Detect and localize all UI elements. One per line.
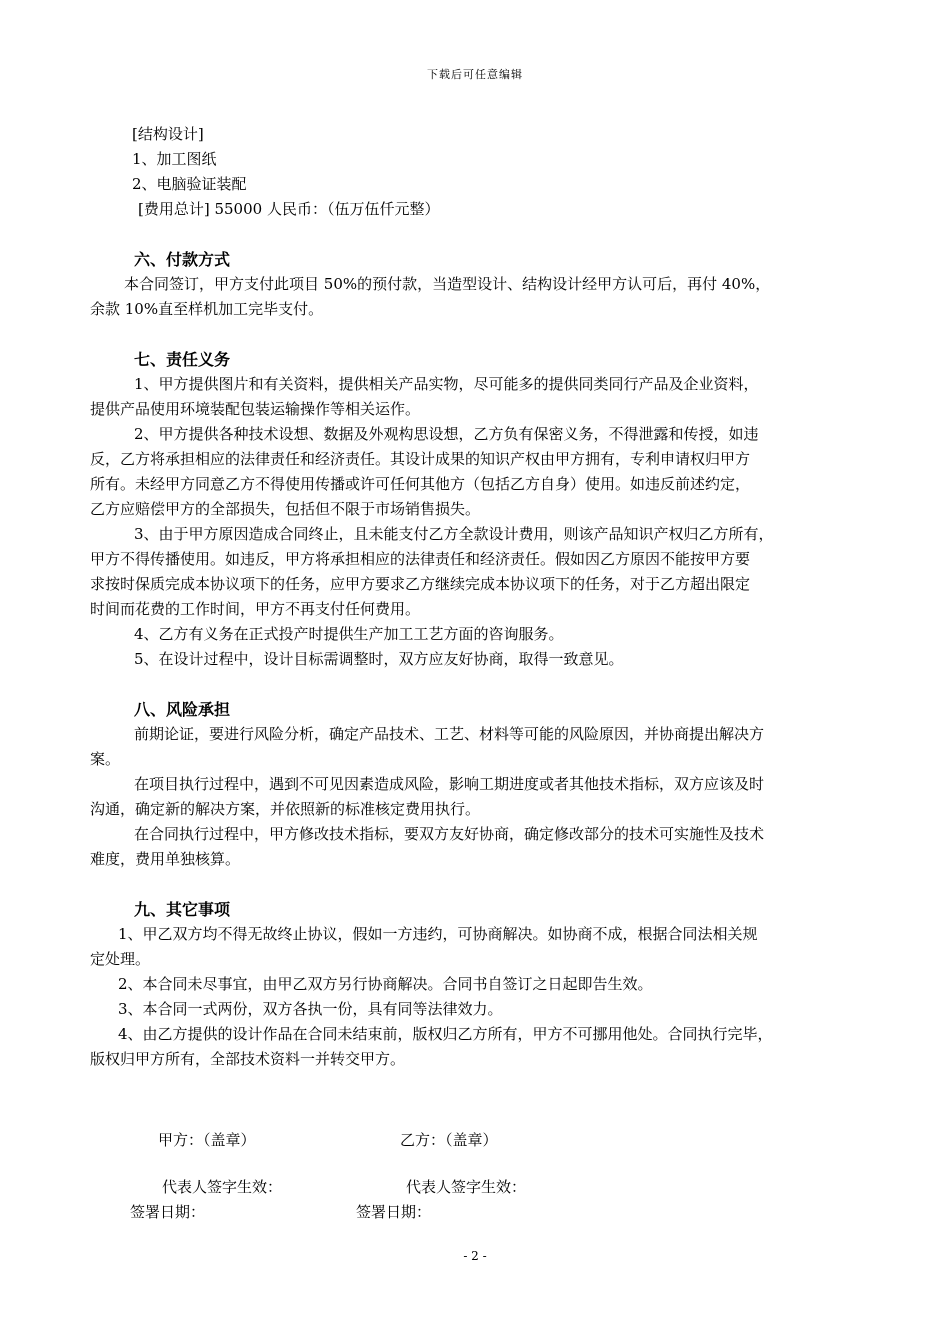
party-a-date: 签署日期： [130,1203,206,1221]
paragraph-line: 沟通，确定新的解决方案，并依照新的标准核定费用执行。 [90,800,481,818]
party-a-representative: 代表人签字生效： [162,1178,283,1196]
paragraph-line: 4、由乙方提供的设计作品在合同未结束前，版权归乙方所有，甲方不可挪用他处。合同执行完毕， [118,1025,773,1043]
party-b-seal: 乙方：（盖章） [400,1131,498,1149]
party-b-date: 签署日期： [356,1203,432,1221]
paragraph-line: 在合同执行过程中，甲方修改技术指标，要双方友好协商，确定修改部分的技术可实施性及技术 [134,825,765,843]
fee-total: [费用总计] 55000 人民币：（伍万伍仟元整） [138,200,440,218]
signature-row [90,1128,850,1153]
paragraph-line: 前期论证，要进行风险分析，确定产品技术、工艺、材料等可能的风险原因，并协商提出解决方 [134,725,765,743]
paragraph-line: 版权归甲方所有，全部技术资料一并转交甲方。 [90,1050,406,1068]
paragraph-line: 反，乙方将承担相应的法律责任和经济责任。其设计成果的知识产权由甲方拥有，专利申请权归甲方 [90,450,751,468]
paragraph-line: 2、本合同未尽事宜，由甲乙双方另行协商解决。合同书自签订之日起即告生效。 [118,975,653,993]
paragraph-line: 甲方不得传播使用。如违反，甲方将承担相应的法律责任和经济责任。假如因乙方原因不能按甲方要 [90,550,751,568]
paragraph-line: 2、甲方提供各种技术设想、数据及外观构思设想，乙方负有保密义务，不得泄露和传授，如违 [134,425,759,443]
paragraph-line: 定处理。 [90,950,151,968]
section-heading-obligations: 七、责任义务 [134,350,231,369]
structure-item: 1、加工图纸 [132,150,217,168]
page-number: - 2 - [463,1249,487,1263]
paragraph-line: 3、由于甲方原因造成合同终止，且未能支付乙方全款设计费用，则该产品知识产权归乙方所有， [134,525,774,543]
section-heading-risk: 八、风险承担 [134,700,231,719]
paragraph-line: 5、在设计过程中，设计目标需调整时，双方应友好协商，取得一致意见。 [134,650,624,668]
section-heading-payment: 六、付款方式 [134,250,231,269]
page-header: 下载后可任意编辑 [427,68,523,81]
paragraph-line: 乙方应赔偿甲方的全部损失，包括但不限于市场销售损失。 [90,500,481,518]
paragraph-line: 求按时保质完成本协议项下的任务，应甲方要求乙方继续完成本协议项下的任务，对于乙方超出限定 [90,575,751,593]
paragraph-line: 1、甲乙双方均不得无故终止协议，假如一方违约，可协商解决。如协商不成，根据合同法相关规 [118,925,758,943]
party-b-representative: 代表人签字生效： [406,1178,527,1196]
paragraph-line: 案。 [90,750,121,768]
paragraph-line: 4、乙方有义务在正式投产时提供生产加工工艺方面的咨询服务。 [134,625,564,643]
structure-title: [结构设计] [132,125,204,143]
structure-item: 2、电脑验证装配 [132,175,247,193]
representative-row [90,1175,850,1200]
paragraph-line: 在项目执行过程中，遇到不可见因素造成风险，影响工期进度或者其他技术指标，双方应该及时 [134,775,765,793]
party-a-seal: 甲方：（盖章） [158,1131,256,1149]
paragraph-line: 1、甲方提供图片和有关资料，提供相关产品实物，尽可能多的提供同类同行产品及企业资料， [134,375,759,393]
paragraph-line: 本合同签订，甲方支付此项目 50%的预付款，当造型设计、结构设计经甲方认可后，再付 40%， [124,275,771,293]
date-row [90,1200,850,1225]
paragraph-line: 提供产品使用环境装配包装运输操作等相关运作。 [90,400,421,418]
paragraph-line: 时间而花费的工作时间，甲方不再支付任何费用。 [90,600,421,618]
paragraph-line: 3、本合同一式两份，双方各执一份，具有同等法律效力。 [118,1000,503,1018]
paragraph-line: 难度，费用单独核算。 [90,850,241,868]
document-body [90,122,850,1225]
paragraph-line: 余款 10%直至样机加工完毕支付。 [90,300,324,318]
paragraph-line: 所有。未经甲方同意乙方不得使用传播或许可任何其他方（包括乙方自身）使用。如违反前述约定， [90,475,751,493]
section-heading-misc: 九、其它事项 [134,900,231,919]
